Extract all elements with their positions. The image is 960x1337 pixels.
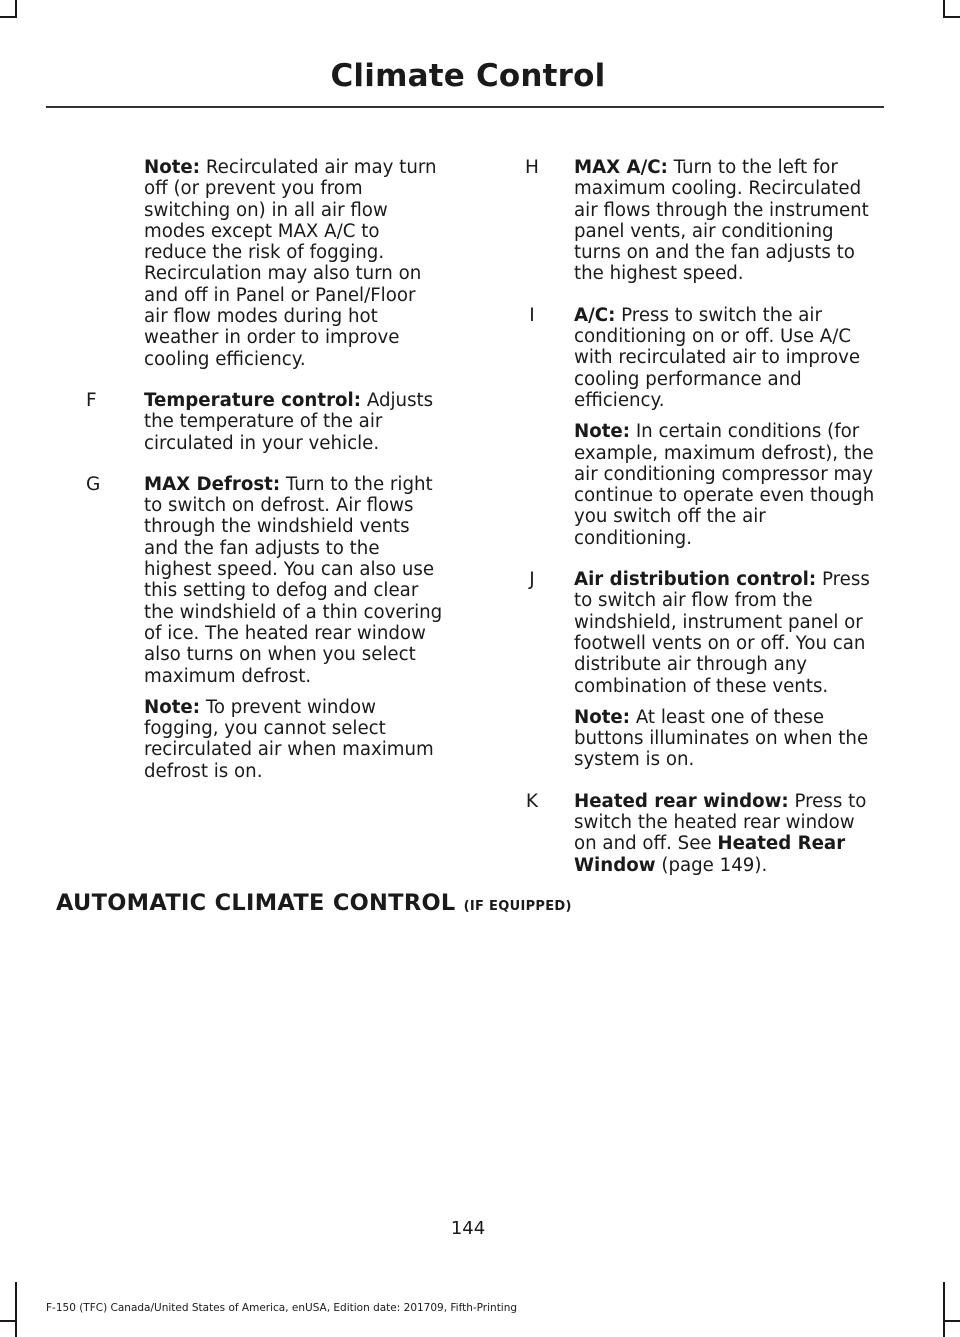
item-body xyxy=(144,390,444,464)
item-text: Recirculated air may turn off (or prevent you from switching on) in all air flow modes except MAX A/C to reduce the risk of fogging. Recirculation may also turn on and off in Panel or Panel/Floor air flow modes during hot weather in order to improve cooling efficiency. xyxy=(144,157,437,370)
item-label: Note: xyxy=(144,696,201,718)
item-text: Turn to the left for maximum cooling. Recirculated air flows through the instrument panel vents, air conditioning turns on and the fan adjusts to the highest speed. xyxy=(574,157,869,285)
crop-mark xyxy=(944,16,960,18)
item-text: At least one of these buttons illuminates on when the system is on. xyxy=(574,706,869,771)
item-paragraph xyxy=(144,697,444,782)
item-letter: F xyxy=(86,389,97,411)
item-letter: K xyxy=(525,790,539,812)
page-title: Climate Control xyxy=(330,58,606,94)
item-letter: G xyxy=(86,473,101,495)
item-body xyxy=(144,474,444,792)
item-paragraph xyxy=(574,569,880,697)
item-paragraph xyxy=(574,707,880,771)
item-label: MAX Defrost: xyxy=(144,473,281,495)
cross-reference-link[interactable]: Heated Rear Window xyxy=(574,833,846,876)
item-letter: I xyxy=(529,304,535,326)
item-text: Adjusts the temperature of the air circulated in your vehicle. xyxy=(144,389,434,454)
list-item xyxy=(510,569,880,781)
section-heading xyxy=(56,890,916,916)
section-title: AUTOMATIC CLIMATE CONTROL xyxy=(56,890,456,916)
item-text: Press to switch the air conditioning on or off. Use A/C with recirculated air to improve cooling performance and efficiency. xyxy=(574,304,861,411)
list-item xyxy=(84,157,444,380)
item-label: Air distribution control: xyxy=(574,569,817,591)
crop-mark xyxy=(943,1282,945,1337)
item-paragraph xyxy=(574,791,880,876)
item-text: To prevent window fogging, you cannot select recirculated air when maximum defrost is on. xyxy=(144,696,434,782)
item-paragraph xyxy=(144,390,444,454)
left-column xyxy=(84,157,444,802)
item-paragraph xyxy=(574,305,880,411)
item-text: Press to switch air flow from the windshield, instrument panel or footwell vents on or off. You can distribute air through any combination of these vents. xyxy=(574,569,870,697)
item-body xyxy=(574,305,880,559)
item-body xyxy=(574,791,880,886)
footer-edition: F-150 (TFC) Canada/United States of America, enUSA, Edition date: 201709, Fifth-Printing xyxy=(46,1302,518,1314)
page-number: 144 xyxy=(450,1218,486,1239)
item-letter xyxy=(84,157,144,380)
list-item xyxy=(510,791,880,886)
item-label: Temperature control: xyxy=(144,389,362,411)
list-item xyxy=(84,474,444,792)
section-suffix: (IF EQUIPPED) xyxy=(463,899,572,914)
item-body xyxy=(144,157,444,380)
crop-mark xyxy=(944,1320,960,1322)
item-label: Note: xyxy=(144,157,201,178)
right-column xyxy=(510,157,880,896)
crop-mark xyxy=(15,1282,17,1337)
item-label: A/C: xyxy=(574,304,616,326)
item-text: In certain conditions (for example, maximum defrost), the air conditioning compressor may continue to operate even though you switch off the air conditioning. xyxy=(574,421,875,549)
page-reference: (page 149). xyxy=(655,854,768,876)
list-item xyxy=(84,390,444,464)
item-label: Note: xyxy=(574,706,631,728)
item-label: Note: xyxy=(574,421,631,443)
item-paragraph xyxy=(144,157,444,370)
item-paragraph xyxy=(574,421,880,549)
item-label: Heated rear window: xyxy=(574,790,789,812)
item-label: MAX A/C: xyxy=(574,157,668,178)
header-divider xyxy=(46,106,884,108)
item-paragraph xyxy=(574,157,880,285)
item-body xyxy=(574,569,880,781)
item-paragraph xyxy=(144,474,444,687)
crop-mark xyxy=(0,1320,16,1322)
list-item xyxy=(510,305,880,559)
item-body xyxy=(574,157,880,295)
item-text: Press to switch the heated rear window on and off. See xyxy=(574,790,867,855)
crop-mark xyxy=(0,16,16,18)
list-item xyxy=(510,157,880,295)
item-text: Turn to the right to switch on defrost. Air flows through the windshield vents and the fan adjusts to the highest speed. You can also use this setting to defog and clear the windshield of a thin covering of ice. The heated rear window also turns on when you select maximum defrost. xyxy=(144,473,443,687)
item-letter: J xyxy=(529,569,535,591)
item-letter: H xyxy=(525,157,539,178)
